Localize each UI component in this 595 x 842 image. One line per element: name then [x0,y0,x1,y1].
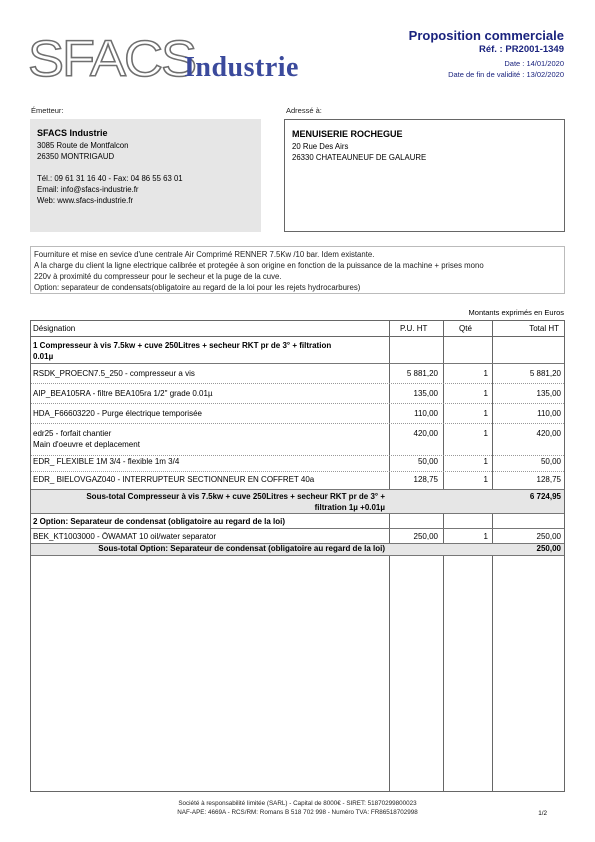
validity-date: Date de fin de validité : 13/02/2020 [448,70,564,79]
description-line: A la charge du client la ligne electrique calibrée et protegée à son origine en fonction de la puissance de la machine + prises mono [34,261,484,270]
column-divider [389,321,390,791]
project-description [30,246,565,294]
subtotal-row: Sous-total Option: Separateur de condensat (obligatoire au regard de la loi) 250,00 [31,543,564,555]
emitter-address1: 3085 Route de Montfalcon [37,141,129,150]
description-line: Option: separateur de condensats(obligatoire au regard de la loi pour les rejets hydrocarbures) [34,283,361,292]
footer-legal-line2: NAF-APE: 4669A - RCS/RM: Romans B 518 702 998 - Numéro TVA: FR86518702998 [177,809,418,816]
subtotal-row: Sous-total Compresseur à vis 7.5kw + cuve 250Litres + secheur RKT pr de 3° + filtration 1µ +0.01µ 6 724,95 [31,489,564,513]
emitter-name: SFACS Industrie [37,128,108,138]
logo-suffix-text: Industrie [184,52,299,83]
document-reference: Réf. : PR2001-1349 [478,44,564,55]
column-divider [443,321,444,791]
description-line: Fourniture et mise en sevice d'une centrale Air Comprimé RENNER 7.5Kw /10 bar. Idem existante. [34,250,375,259]
emitter-phone: Tél.: 09 61 31 16 40 - Fax: 04 86 55 63 01 [37,174,183,183]
company-logo [28,32,318,87]
recipient-name: MENUISERIE ROCHEGUE [292,129,403,139]
items-table: Désignation P.U. HT Qté Total HT 1 Compresseur à vis 7.5kw + cuve 250Litres + secheur RKT pr de 3° + filtration 0.01µ RSDK_PROECN7.5_250 - compresseur a vis 5 881,20 1 5 881,20 AIP_BEA105RA - filtre BEA105ra 1/2" grade 0.01µ 135,00 1 135,00 HDA_F66603220 - Purge électrique temporisée 110,00 1 110,00 edr25 - forfait chantier Main d'oeuvre et deplacement 420,00 1 420,00 EDR_ FLEXIBLE 1M 3/4 - flexible 1m 3/4 50,00 1 50,00 EDR_ BIELOVGAZ040 - INTERRUPTEUR SECTIONNEUR EN COFFRET 40a 128,75 1 128,75 Sous-total Compresseur à vis 7.5kw + cuve 250Litres + secheur RKT pr de 3° + filtration 1µ +0.01µ 6 724,95 2 Option: Separateur de condensat (obligatoire au regard de la loi) BEK_KT1003000 - ÖWAMAT 10 oil/water separator 250,00 1 250,00 Sous-total Option: Separateur de condensat (obligatoire au regard de la loi) 250,00 [30,320,565,792]
logo-brand-text: SFACS [28,30,196,88]
emitter-box [30,119,261,232]
recipient-address2: 26330 CHATEAUNEUF DE GALAURE [292,153,427,162]
column-header-designation: Désignation [33,324,76,333]
page-number: 1/2 [538,810,547,817]
emitter-web[interactable]: Web: www.sfacs-industrie.fr [37,196,134,205]
recipient-box [284,119,565,232]
document-date: Date : 14/01/2020 [504,59,564,68]
emitter-email[interactable]: Email: info@sfacs-industrie.fr [37,185,139,194]
recipient-label: Adressé à: [286,106,322,115]
column-header-unit-price: P.U. HT [400,324,428,333]
description-line: 220v à proximité du compresseur pour le secheur et la puge de la cuve. [34,272,282,281]
column-divider [492,321,493,791]
header-divider [31,336,564,337]
emitter-label: Émetteur: [31,106,64,115]
document-title: Proposition commerciale [408,28,564,43]
column-header-total: Total HT [529,324,559,333]
emitter-address2: 26350 MONTRIGAUD [37,152,115,161]
recipient-address1: 20 Rue Des Airs [292,142,349,151]
footer-legal-line1: Société à responsabilité limitée (SARL) - Capital de 8000€ - SIRET: 51870299800023 [178,800,417,807]
column-header-quantity: Qté [459,324,472,333]
currency-note: Montants exprimés en Euros [468,308,564,317]
